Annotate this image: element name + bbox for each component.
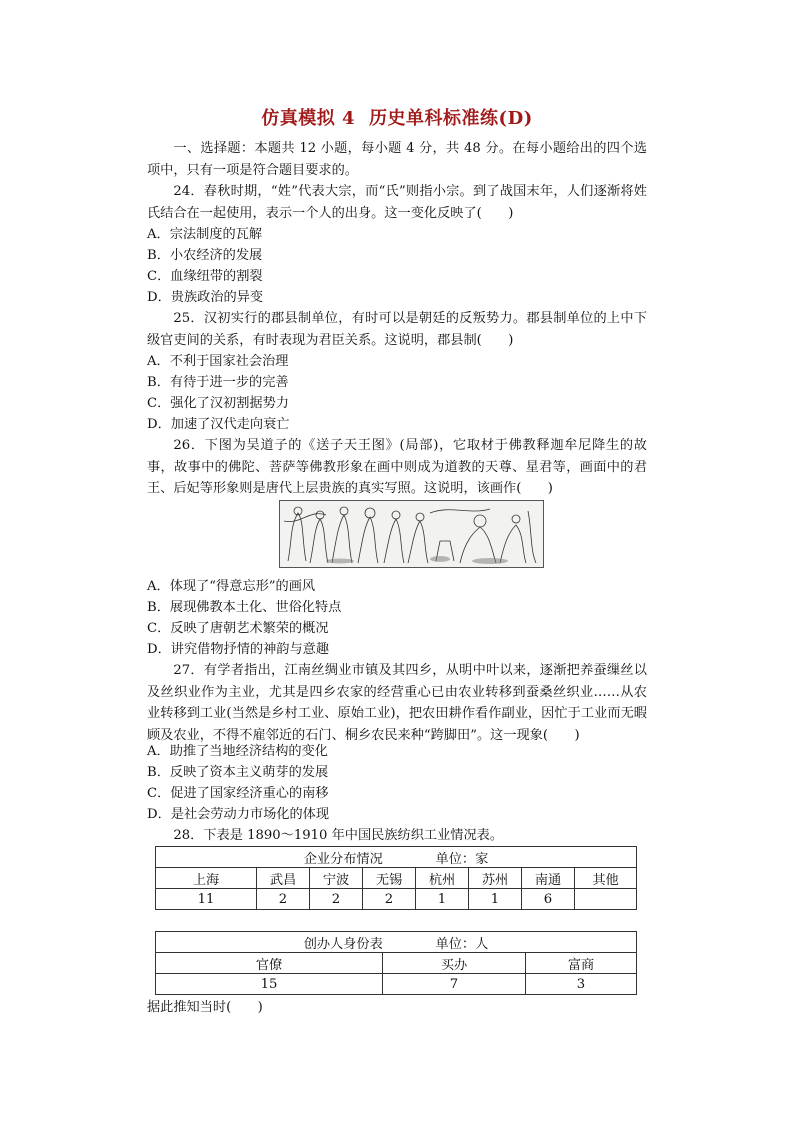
table1-caption: 企业分布情况 单位：家 (156, 847, 637, 868)
table1-cell: 2 (363, 889, 416, 910)
painting-image (279, 500, 544, 568)
question-24-option-a: A．宗法制度的瓦解 (147, 227, 263, 242)
table1-cell: 2 (257, 889, 310, 910)
table-row (156, 974, 637, 995)
question-26-option-c: C．反映了唐朝艺术繁荣的概况 (147, 621, 329, 636)
page-title (0, 104, 794, 130)
question-24-stem: 24．春秋时期，“姓”代表大宗，而“氏”则指小宗。到了战国末年，人们逐渐将姓氏结合在一起使用，表示一个人的出身。这一变化反映了( ) (147, 184, 647, 221)
enterprise-distribution-table (155, 846, 637, 910)
table2-header: 富商 (526, 953, 637, 974)
table1-cell: 1 (416, 889, 469, 910)
table1-cell: 2 (310, 889, 363, 910)
table1-header: 杭州 (416, 868, 469, 889)
table2-header: 官僚 (156, 953, 383, 974)
question-25-option-a: A．不利于国家社会治理 (147, 354, 289, 369)
question-25-stem: 25．汉初实行的郡县制单位，有时可以是朝廷的反叛势力。郡县制单位的上中下级官吏间的关系，有时表现为君臣关系。这说明，郡县制( ) (147, 311, 647, 348)
table2-header: 买办 (383, 953, 526, 974)
table2-cell: 15 (156, 974, 383, 995)
question-27-option-c: C．促进了国家经济重心的南移 (147, 786, 329, 801)
question-24-option-b: B．小农经济的发展 (147, 248, 263, 263)
table1-cell (575, 889, 637, 910)
table-row (156, 953, 637, 974)
question-26-option-a: A．体现了“得意忘形”的画风 (147, 579, 316, 594)
table2-caption: 创办人身份表 单位：人 (156, 932, 637, 953)
question-27-option-a: A．助推了当地经济结构的变化 (147, 744, 328, 759)
question-24-option-c: C．血缘纽带的割裂 (147, 269, 263, 284)
table1-header: 上海 (156, 868, 257, 889)
title-main: 仿真模拟 4 (261, 108, 356, 129)
table1-header: 无锡 (363, 868, 416, 889)
section-intro: 一、选择题：本题共 12 小题，每小题 4 分，共 48 分。在每小题给出的四个选项中，只有一项是符合题目要求的。 (147, 141, 647, 178)
question-25-option-d: D．加速了汉代走向衰亡 (147, 417, 290, 432)
table2-cell: 7 (383, 974, 526, 995)
table1-cell: 6 (522, 889, 575, 910)
question-28-prompt: 据此推知当时( ) (147, 1000, 263, 1015)
title-sub: 历史单科标准练(D) (369, 108, 533, 129)
table2-cell: 3 (526, 974, 637, 995)
founder-identity-table (155, 931, 637, 995)
question-25-option-c: C．强化了汉初割据势力 (147, 396, 289, 411)
question-26-stem: 26．下图为吴道子的《送子天王图》(局部)，它取材于佛教释迦牟尼降生的故事，故事中的佛陀、菩萨等佛教形象在画中则成为道教的天尊、星君等，画面中的君王、后妃等形象则是唐代上层贵族的真实写照。这说明，该画作( ) (147, 438, 647, 497)
table-row (156, 889, 637, 910)
question-26-option-d: D．讲究借物抒情的神韵与意趣 (147, 642, 330, 657)
table1-header: 宁波 (310, 868, 363, 889)
table1-header: 武昌 (257, 868, 310, 889)
table1-cell: 11 (156, 889, 257, 910)
question-27-option-b: B．反映了资本主义萌芽的发展 (147, 765, 329, 780)
table1-header: 南通 (522, 868, 575, 889)
question-27-stem: 27．有学者指出，江南丝绸业市镇及其四乡，从明中叶以来，逐渐把养蚕缫丝以及丝织业作为主业，尤其是四乡农家的经营重心已由农业转移到蚕桑丝织业……从农业转移到工业(当然是乡村工业、原始工业)，把农田耕作看作副业，因忙于工业而无暇顾及农业，不得不雇邻近的石门、桐乡农民来种“跨脚田”。这一现象( ) (147, 663, 647, 743)
painting-sketch (280, 501, 543, 567)
table1-header: 其他 (575, 868, 637, 889)
table1-cell: 1 (469, 889, 522, 910)
question-26-option-b: B．展现佛教本土化、世俗化特点 (147, 600, 342, 615)
table-row (156, 868, 637, 889)
question-28-stem: 28．下表是 1890～1910 年中国民族纺织工业情况表。 (173, 828, 504, 843)
table1-header: 苏州 (469, 868, 522, 889)
question-27-option-d: D．是社会劳动力市场化的体现 (147, 807, 330, 822)
question-24-option-d: D．贵族政治的异变 (147, 290, 264, 305)
question-25-option-b: B．有待于进一步的完善 (147, 375, 289, 390)
